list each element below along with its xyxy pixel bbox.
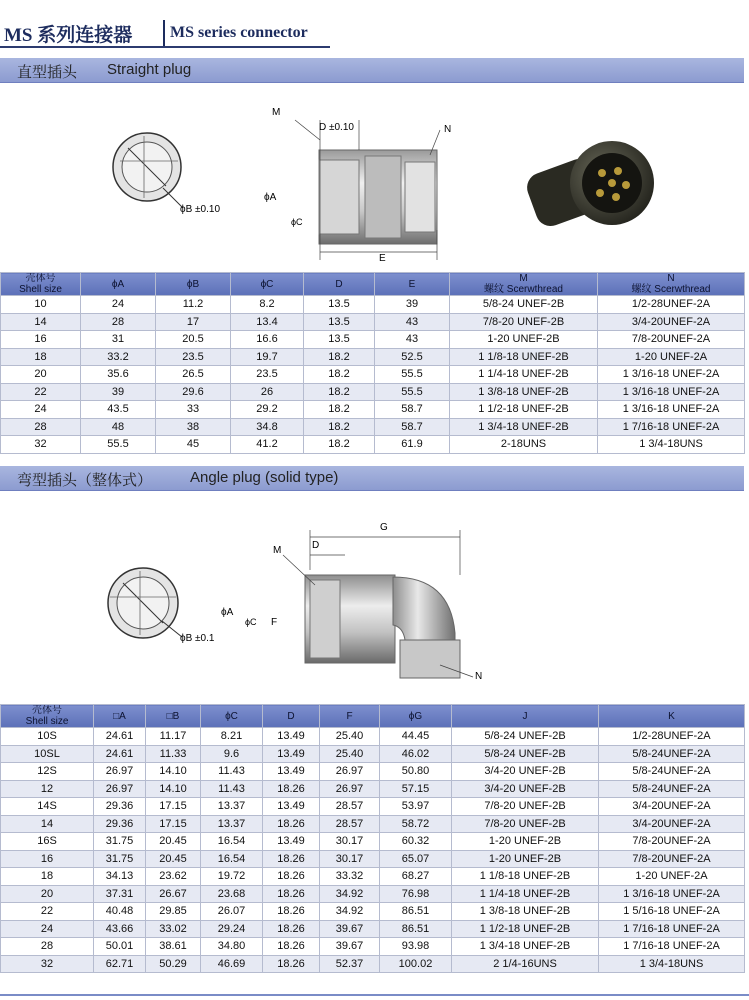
table-cell: 3/4-20UNEF-2A: [599, 798, 745, 816]
table-cell: 65.07: [380, 850, 452, 868]
table-cell: 29.2: [231, 401, 304, 419]
table-cell: 13.49: [263, 745, 320, 763]
table-cell: 40.48: [94, 903, 146, 921]
section-angle-title-zh: 弯型插头（整体式）: [17, 472, 153, 489]
table-cell: 7/8-20UNEF-2A: [599, 833, 745, 851]
table-cell: 32: [1, 436, 81, 454]
table-cell: 14.10: [146, 780, 201, 798]
table-cell: 23.62: [146, 868, 201, 886]
table-cell: 26.97: [94, 763, 146, 781]
table-cell: 5/8-24 UNEF-2B: [452, 728, 599, 746]
table-row: [1, 955, 745, 973]
table-cell: 2 1/4-16UNS: [452, 955, 599, 973]
table-cell: 18.26: [263, 903, 320, 921]
table-cell: 7/8-20UNEF-2A: [598, 331, 745, 349]
table-cell: 26: [231, 383, 304, 401]
table-cell: 18.26: [263, 885, 320, 903]
col-b: ϕB: [156, 273, 231, 296]
table-cell: 76.98: [380, 885, 452, 903]
table-cell: 43: [375, 313, 450, 331]
table-cell: 3/4-20 UNEF-2B: [452, 763, 599, 781]
straight-label-n: N: [444, 124, 452, 135]
table-cell: 20.45: [146, 850, 201, 868]
table-cell: 50.01: [94, 938, 146, 956]
table-cell: 18.2: [304, 383, 375, 401]
table-cell: 39: [375, 296, 450, 314]
table-cell: 1 7/16-18 UNEF-2A: [599, 920, 745, 938]
header-underline: [0, 46, 330, 48]
table-cell: 26.97: [320, 780, 380, 798]
straight-plug-table: [0, 272, 745, 454]
table-cell: 86.51: [380, 920, 452, 938]
table-row: [1, 418, 745, 436]
straight-label-d: D ±0.10: [319, 122, 354, 133]
angle-plug-table: [0, 704, 745, 973]
table-cell: 1 3/4-18 UNEF-2B: [452, 938, 599, 956]
table-cell: 29.24: [201, 920, 263, 938]
table-cell: 28.57: [320, 798, 380, 816]
angle-label-c: ϕC: [245, 617, 257, 627]
table-cell: 1-20 UNEF-2A: [599, 868, 745, 886]
table-cell: 53.97: [380, 798, 452, 816]
table-cell: 14: [1, 313, 81, 331]
table-row: [1, 296, 745, 314]
table-cell: 1 7/16-18 UNEF-2A: [598, 418, 745, 436]
table-cell: 50.29: [146, 955, 201, 973]
table-cell: 10S: [1, 728, 94, 746]
col-e: E: [375, 273, 450, 296]
table-cell: 34.92: [320, 885, 380, 903]
table-cell: 19.72: [201, 868, 263, 886]
straight-label-m: M: [272, 107, 281, 118]
table-cell: 39.67: [320, 938, 380, 956]
table-cell: 13.37: [201, 815, 263, 833]
table-cell: 1/2-28UNEF-2A: [599, 728, 745, 746]
table-row: [1, 938, 745, 956]
table-cell: 18.26: [263, 920, 320, 938]
table-cell: 3/4-20 UNEF-2B: [452, 780, 599, 798]
table-cell: 16S: [1, 833, 94, 851]
table-row: [1, 348, 745, 366]
table-cell: 16: [1, 331, 81, 349]
table-cell: 20.5: [156, 331, 231, 349]
table-cell: 13.5: [304, 331, 375, 349]
section-angle-title-en: Angle plug (solid type): [190, 469, 339, 486]
table-cell: 39.67: [320, 920, 380, 938]
straight-label-b: ϕB ±0.10: [180, 204, 220, 215]
straight-plug-end-view: [108, 128, 248, 223]
table-cell: 1-20 UNEF-2B: [452, 850, 599, 868]
col-f: F: [320, 705, 380, 728]
straight-label-c: ϕC: [291, 217, 303, 227]
table-row: [1, 920, 745, 938]
table-cell: 3/4-20UNEF-2A: [599, 815, 745, 833]
table-cell: 28: [1, 938, 94, 956]
table-cell: 86.51: [380, 903, 452, 921]
table-cell: 17.15: [146, 815, 201, 833]
table-cell: 13.4: [231, 313, 304, 331]
angle-label-m: M: [273, 545, 282, 556]
col-shell-size: 壳体号 Shell size: [1, 705, 94, 728]
table-cell: 29.36: [94, 815, 146, 833]
table-row: [1, 763, 745, 781]
table-cell: 43.5: [81, 401, 156, 419]
table-cell: 12: [1, 780, 94, 798]
table-cell: 33: [156, 401, 231, 419]
table-cell: 12S: [1, 763, 94, 781]
table-cell: 55.5: [81, 436, 156, 454]
table-cell: 17.15: [146, 798, 201, 816]
table-cell: 16.54: [201, 850, 263, 868]
angle-label-b: ϕB ±0.1: [180, 633, 215, 644]
table-header-row: [1, 273, 745, 296]
col-j: J: [452, 705, 599, 728]
table-cell: 13.5: [304, 313, 375, 331]
table-cell: 20.45: [146, 833, 201, 851]
angle-label-f: F: [271, 617, 278, 628]
table-row: [1, 868, 745, 886]
table-cell: 10: [1, 296, 81, 314]
table-cell: 61.9: [375, 436, 450, 454]
table-cell: 17: [156, 313, 231, 331]
table-cell: 26.67: [146, 885, 201, 903]
table-cell: 14: [1, 815, 94, 833]
table-cell: 68.27: [380, 868, 452, 886]
table-cell: 13.49: [263, 833, 320, 851]
table-cell: 43.66: [94, 920, 146, 938]
table-cell: 5/8-24UNEF-2A: [599, 763, 745, 781]
table-cell: 46.02: [380, 745, 452, 763]
col-g: ϕG: [380, 705, 452, 728]
table-cell: 11.43: [201, 763, 263, 781]
table-cell: 1 1/2-18 UNEF-2B: [450, 401, 598, 419]
table-cell: 20: [1, 885, 94, 903]
col-a: □A: [94, 705, 146, 728]
col-n: N 螺纹 Scerwthread: [598, 273, 745, 296]
col-shell-size: 壳体号 Shell size: [1, 273, 81, 296]
table-row: [1, 383, 745, 401]
table-cell: 18.2: [304, 418, 375, 436]
table-cell: 24: [81, 296, 156, 314]
table-cell: 50.80: [380, 763, 452, 781]
table-cell: 11.2: [156, 296, 231, 314]
table-cell: 1 7/16-18 UNEF-2A: [599, 938, 745, 956]
table-row: [1, 401, 745, 419]
table-cell: 1 1/4-18 UNEF-2B: [452, 885, 599, 903]
table-cell: 33.32: [320, 868, 380, 886]
table-row: [1, 833, 745, 851]
table-cell: 7/8-20 UNEF-2B: [452, 798, 599, 816]
straight-plug-side-view: [255, 100, 470, 265]
section-angle-plug-bar: [0, 466, 744, 491]
table-cell: 11.17: [146, 728, 201, 746]
table-cell: 1-20 UNEF-2B: [452, 833, 599, 851]
table-cell: 1-20 UNEF-2B: [450, 331, 598, 349]
table-row: [1, 745, 745, 763]
table-cell: 18.26: [263, 815, 320, 833]
table-cell: 1 3/8-18 UNEF-2B: [450, 383, 598, 401]
table-cell: 16: [1, 850, 94, 868]
table-cell: 32: [1, 955, 94, 973]
table-cell: 31.75: [94, 850, 146, 868]
table-cell: 1 1/8-18 UNEF-2B: [452, 868, 599, 886]
table-cell: 31: [81, 331, 156, 349]
angle-label-g: G: [380, 522, 388, 533]
table-cell: 18.2: [304, 436, 375, 454]
table-cell: 9.6: [201, 745, 263, 763]
table-cell: 55.5: [375, 383, 450, 401]
col-b: □B: [146, 705, 201, 728]
straight-plug-photo: [520, 125, 660, 245]
table-cell: 18: [1, 868, 94, 886]
table-cell: 13.49: [263, 728, 320, 746]
col-d: D: [304, 273, 375, 296]
table-cell: 28: [1, 418, 81, 436]
table-row: [1, 850, 745, 868]
table-cell: 7/8-20 UNEF-2B: [452, 815, 599, 833]
table-cell: 7/8-20UNEF-2A: [599, 850, 745, 868]
table-cell: 30.17: [320, 850, 380, 868]
table-cell: 46.69: [201, 955, 263, 973]
table-cell: 18.26: [263, 955, 320, 973]
table-cell: 26.07: [201, 903, 263, 921]
table-cell: 16.54: [201, 833, 263, 851]
table-cell: 24.61: [94, 728, 146, 746]
table-cell: 20: [1, 366, 81, 384]
table-row: [1, 885, 745, 903]
table-cell: 93.98: [380, 938, 452, 956]
table-cell: 18.26: [263, 780, 320, 798]
table-cell: 19.7: [231, 348, 304, 366]
header-title-zh: MS 系列连接器: [4, 25, 133, 46]
table-cell: 55.5: [375, 366, 450, 384]
table-cell: 39: [81, 383, 156, 401]
table-cell: 1 3/16-18 UNEF-2A: [599, 885, 745, 903]
section-straight-title-zh: 直型插头: [17, 64, 78, 81]
table-cell: 23.68: [201, 885, 263, 903]
table-cell: 58.7: [375, 401, 450, 419]
table-cell: 29.6: [156, 383, 231, 401]
table-cell: 34.80: [201, 938, 263, 956]
table-row: [1, 798, 745, 816]
table-cell: 7/8-20 UNEF-2B: [450, 313, 598, 331]
table-cell: 11.43: [201, 780, 263, 798]
table-cell: 10SL: [1, 745, 94, 763]
table-cell: 29.85: [146, 903, 201, 921]
table-cell: 14.10: [146, 763, 201, 781]
straight-label-e: E: [379, 253, 386, 264]
straight-label-a: ϕA: [264, 192, 277, 203]
table-cell: 62.71: [94, 955, 146, 973]
table-cell: 24: [1, 401, 81, 419]
table-cell: 25.40: [320, 745, 380, 763]
table-cell: 25.40: [320, 728, 380, 746]
table-cell: 13.49: [263, 798, 320, 816]
section-straight-title-en: Straight plug: [107, 61, 192, 78]
table-cell: 1 3/16-18 UNEF-2A: [598, 366, 745, 384]
col-c: ϕC: [201, 705, 263, 728]
table-cell: 3/4-20UNEF-2A: [598, 313, 745, 331]
header-title-en: MS series connector: [170, 24, 308, 41]
table-cell: 24.61: [94, 745, 146, 763]
table-cell: 5/8-24 UNEF-2B: [450, 296, 598, 314]
angle-label-a: ϕA: [221, 607, 234, 618]
table-cell: 34.13: [94, 868, 146, 886]
table-row: [1, 366, 745, 384]
table-cell: 43: [375, 331, 450, 349]
table-cell: 16.6: [231, 331, 304, 349]
table-cell: 23.5: [231, 366, 304, 384]
angle-label-d: D: [312, 540, 320, 551]
table-row: [1, 436, 745, 454]
table-cell: 34.8: [231, 418, 304, 436]
table-cell: 1 3/16-18 UNEF-2A: [598, 383, 745, 401]
table-cell: 13.5: [304, 296, 375, 314]
table-cell: 2-18UNS: [450, 436, 598, 454]
table-row: [1, 780, 745, 798]
table-cell: 52.37: [320, 955, 380, 973]
table-cell: 13.37: [201, 798, 263, 816]
col-d: D: [263, 705, 320, 728]
table-cell: 18.2: [304, 348, 375, 366]
angle-plug-side-view: [215, 515, 515, 690]
col-c: ϕC: [231, 273, 304, 296]
table-cell: 1 3/8-18 UNEF-2B: [452, 903, 599, 921]
table-cell: 28: [81, 313, 156, 331]
table-cell: 24: [1, 920, 94, 938]
table-cell: 1-20 UNEF-2A: [598, 348, 745, 366]
table-cell: 23.5: [156, 348, 231, 366]
table-cell: 60.32: [380, 833, 452, 851]
table-row: [1, 903, 745, 921]
table-cell: 1/2-28UNEF-2A: [598, 296, 745, 314]
table-cell: 5/8-24 UNEF-2B: [452, 745, 599, 763]
table-row: [1, 815, 745, 833]
table-cell: 1 3/4-18UNS: [598, 436, 745, 454]
table-cell: 5/8-24UNEF-2A: [599, 780, 745, 798]
col-k: K: [599, 705, 745, 728]
table-cell: 1 3/4-18UNS: [599, 955, 745, 973]
table-cell: 34.92: [320, 903, 380, 921]
col-m: M 螺纹 Scerwthread: [450, 273, 598, 296]
table-cell: 33.02: [146, 920, 201, 938]
table-cell: 38.61: [146, 938, 201, 956]
table-cell: 48: [81, 418, 156, 436]
table-row: [1, 313, 745, 331]
table-cell: 5/8-24UNEF-2A: [599, 745, 745, 763]
table-header-row: [1, 705, 745, 728]
table-cell: 26.97: [320, 763, 380, 781]
table-cell: 26.97: [94, 780, 146, 798]
table-cell: 18.26: [263, 868, 320, 886]
table-cell: 1 5/16-18 UNEF-2A: [599, 903, 745, 921]
table-cell: 29.36: [94, 798, 146, 816]
table-cell: 38: [156, 418, 231, 436]
table-cell: 57.15: [380, 780, 452, 798]
table-cell: 1 1/2-18 UNEF-2B: [452, 920, 599, 938]
table-row: [1, 728, 745, 746]
table-cell: 8.2: [231, 296, 304, 314]
angle-label-n: N: [475, 671, 483, 682]
table-cell: 33.2: [81, 348, 156, 366]
table-cell: 30.17: [320, 833, 380, 851]
table-cell: 41.2: [231, 436, 304, 454]
table-cell: 18.26: [263, 938, 320, 956]
table-cell: 14S: [1, 798, 94, 816]
table-cell: 1 1/8-18 UNEF-2B: [450, 348, 598, 366]
table-cell: 31.75: [94, 833, 146, 851]
table-cell: 18.2: [304, 401, 375, 419]
table-cell: 22: [1, 383, 81, 401]
table-cell: 28.57: [320, 815, 380, 833]
table-cell: 11.33: [146, 745, 201, 763]
col-a: ϕA: [81, 273, 156, 296]
table-cell: 22: [1, 903, 94, 921]
table-cell: 1 3/4-18 UNEF-2B: [450, 418, 598, 436]
section-straight-plug-bar: [0, 58, 744, 83]
table-cell: 37.31: [94, 885, 146, 903]
table-row: [1, 331, 745, 349]
table-cell: 1 3/16-18 UNEF-2A: [598, 401, 745, 419]
table-cell: 13.49: [263, 763, 320, 781]
table-cell: 100.02: [380, 955, 452, 973]
table-cell: 18: [1, 348, 81, 366]
table-cell: 58.72: [380, 815, 452, 833]
table-cell: 58.7: [375, 418, 450, 436]
table-cell: 1 1/4-18 UNEF-2B: [450, 366, 598, 384]
table-cell: 44.45: [380, 728, 452, 746]
table-cell: 18.2: [304, 366, 375, 384]
header-separator: [163, 20, 165, 48]
page-header: [0, 0, 749, 50]
table-cell: 26.5: [156, 366, 231, 384]
table-cell: 8.21: [201, 728, 263, 746]
bottom-rule: [0, 994, 749, 996]
table-cell: 52.5: [375, 348, 450, 366]
table-cell: 35.6: [81, 366, 156, 384]
table-cell: 45: [156, 436, 231, 454]
table-cell: 18.26: [263, 850, 320, 868]
